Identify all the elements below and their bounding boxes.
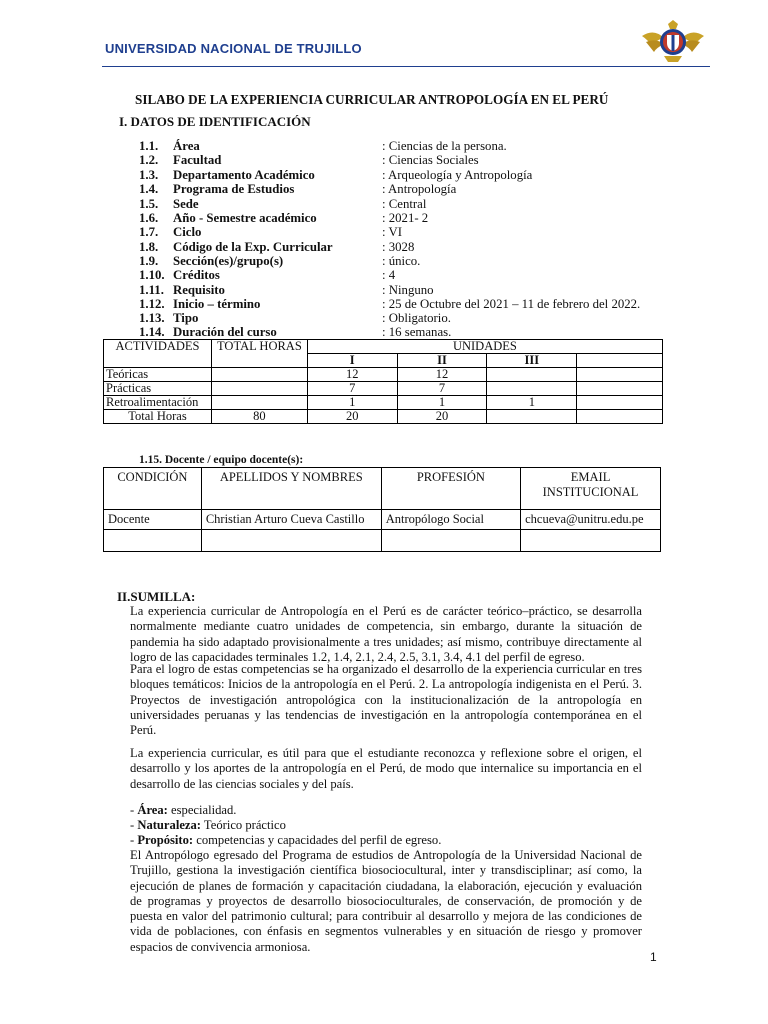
activity-label: Total Horas [104, 410, 212, 424]
page-number: 1 [650, 950, 657, 964]
header-email: EMAIL INSTITUCIONAL [521, 468, 661, 510]
item-value: : Ninguno [382, 283, 434, 297]
total-cell: 80 [211, 410, 307, 424]
id-row [139, 311, 451, 326]
sumilla-paragraph-3: La experiencia curricular, es útil para que el estudiante reconozca y reflexione sobre el origen, el desarrollo y los aportes de la antropología en el Perú, de modo que internalice su importancia en el desarrollo de las ciencias sociales y del país. [130, 746, 642, 791]
table-header-row [104, 468, 661, 510]
email-cell: chcueva@unitru.edu.pe [521, 510, 661, 530]
unit-cell [577, 410, 663, 424]
item-number: 1.3. [139, 168, 159, 182]
id-row [139, 182, 457, 197]
naturaleza-label: Naturaleza: [137, 818, 201, 832]
item-value: : único. [382, 254, 421, 268]
item-label: Créditos [173, 268, 220, 282]
header-unidades: UNIDADES [307, 340, 662, 354]
id-row [139, 139, 507, 154]
item-label: Requisito [173, 283, 225, 297]
section-1-heading: I. DATOS DE IDENTIFICACIÓN [119, 114, 311, 129]
item-number: 1.11. [139, 283, 164, 297]
item-value: : Arqueología y Antropología [382, 168, 533, 182]
item-value: : Obligatorio. [382, 311, 451, 325]
unit-header: II [397, 354, 487, 368]
item-label: Tipo [173, 311, 199, 325]
activity-label: Prácticas [104, 382, 212, 396]
university-logo-icon [640, 18, 706, 66]
unit-cell: 12 [397, 368, 487, 382]
id-row [139, 240, 415, 255]
header-actividades: ACTIVIDADES [104, 340, 212, 368]
unit-cell [577, 368, 663, 382]
id-row [139, 325, 452, 340]
item-value: : 2021- 2 [382, 211, 429, 225]
item-number: 1.5. [139, 197, 159, 211]
sumilla-paragraph-1: La experiencia curricular de Antropología en el Perú es de carácter teórico–práctico, se desarrolla normalmente mediante cuatro unidades de competencia, sin embargo, durante la situación de pandemia ha sido adaptado provisionalmente a tres unidades; así mismo, contribuye directamente al logro de las capacidades terminales 1.2, 1.4, 2.1, 2.4, 2.5, 3.1, 3.4, 4.1 del perfil de egreso. [130, 604, 642, 664]
activity-label: Retroalimentación [104, 396, 212, 410]
table-row-empty [104, 530, 661, 552]
item-value: : Central [382, 197, 427, 211]
area-label: Área: [137, 803, 168, 817]
item-label: Sección(es)/grupo(s) [173, 254, 284, 268]
sumilla-paragraph-2: Para el logro de estas competencias se ha organizado el desarrollo de la experiencia curricular en tres bloques temáticos: Inicios de la antropología en el Perú. 2. La antropología indigenista en el Perú. 3. Proyectos de investigación antropológica con la institucionalización de la antropología en universidades peruanas y las tendencias de investigación en la antropología contemporánea en el Perú. [130, 662, 642, 738]
item-number: 1.13. [139, 311, 165, 325]
empty-cell [104, 530, 202, 552]
section-2-heading: II.SUMILLA: [117, 589, 196, 604]
item-label: Inicio – término [173, 297, 261, 311]
unit-cell: 1 [487, 396, 577, 410]
item-number: 1.8. [139, 240, 159, 254]
table-header-row [104, 340, 663, 354]
item-value: : VI [382, 225, 403, 239]
condicion-cell: Docente [104, 510, 202, 530]
unit-cell: 7 [397, 382, 487, 396]
docente-heading: 1.15. Docente / equipo docente(s): [139, 454, 304, 466]
unit-cell: 7 [307, 382, 397, 396]
id-row [139, 225, 403, 240]
empty-cell [201, 530, 381, 552]
id-row [139, 211, 429, 226]
unit-cell: 20 [307, 410, 397, 424]
document-title: SILABO DE LA EXPERIENCIA CURRICULAR ANTROPOLOGÍA EN EL PERÚ [135, 92, 609, 107]
item-label: Año - Semestre académico [173, 211, 317, 225]
item-value: : 16 semanas. [382, 325, 452, 339]
unit-cell: 20 [397, 410, 487, 424]
item-label: Departamento Académico [173, 168, 315, 182]
item-number: 1.4. [139, 182, 159, 196]
id-row [139, 197, 427, 212]
university-header: UNIVERSIDAD NACIONAL DE TRUJILLO [105, 41, 362, 56]
unit-header: I [307, 354, 397, 368]
hours-table [103, 339, 663, 424]
id-row [139, 254, 421, 269]
proposito-value: competencias y capacidades del perfil de egreso. [193, 833, 442, 847]
empty-cell [381, 530, 520, 552]
unit-cell: 12 [307, 368, 397, 382]
unit-cell [577, 396, 663, 410]
nombre-cell: Christian Arturo Cueva Castillo [201, 510, 381, 530]
unit-cell [487, 410, 577, 424]
item-label: Ciclo [173, 225, 202, 239]
area-line: - Área: especialidad. [130, 803, 237, 817]
activity-label: Teóricas [104, 368, 212, 382]
unit-cell [487, 382, 577, 396]
proposito-label: Propósito: [137, 833, 194, 847]
total-cell [211, 382, 307, 396]
id-row [139, 297, 641, 312]
item-value: : 25 de Octubre del 2021 – 11 de febrero del 2022. [382, 297, 641, 311]
naturaleza-value: Teórico práctico [201, 818, 286, 832]
item-number: 1.9. [139, 254, 159, 268]
item-label: Sede [173, 197, 199, 211]
item-value: : Ciencias Sociales [382, 153, 479, 167]
item-number: 1.7. [139, 225, 159, 239]
item-number: 1.12. [139, 297, 165, 311]
item-number: 1.14. [139, 325, 165, 339]
docente-table [103, 467, 661, 552]
item-value: : Antropología [382, 182, 457, 196]
header-divider [102, 66, 710, 67]
item-value: : Ciencias de la persona. [382, 139, 507, 153]
total-cell [211, 396, 307, 410]
item-number: 1.2. [139, 153, 159, 167]
profesion-cell: Antropólogo Social [381, 510, 520, 530]
unit-header-empty [577, 354, 663, 368]
sumilla-paragraph-4: El Antropólogo egresado del Programa de estudios de Antropología de la Universidad Nacional de Trujillo, gestiona la investigación científica biosociocultural, inter y transdisciplinar; así como, la ejecución de planes de formación y capacitación ciudadana, la elaboración, ejecución y evaluación de programas y proyectos de desarrollo biosocioculturales, de conservación, de promoción y de puesta en valor del patrimonio cultural; para contribuir al desarrollo y mejora de las condiciones de vida de poblaciones, con énfasis en segmentos vulnerables y en situación de riesgo y promover espacios de convivencia armoniosa. [130, 848, 642, 954]
unit-cell [577, 382, 663, 396]
unit-cell: 1 [307, 396, 397, 410]
unit-header: III [487, 354, 577, 368]
table-row [104, 410, 663, 424]
naturaleza-line: - Naturaleza: Teórico práctico [130, 818, 286, 832]
item-label: Área [173, 139, 200, 153]
item-number: 1.6. [139, 211, 159, 225]
table-row [104, 510, 661, 530]
header-profesion: PROFESIÓN [381, 468, 520, 510]
header-condicion: CONDICIÓN [104, 468, 202, 510]
empty-cell [521, 530, 661, 552]
header-apellidos-nombres: APELLIDOS Y NOMBRES [201, 468, 381, 510]
item-number: 1.1. [139, 139, 159, 153]
item-label: Facultad [173, 153, 222, 167]
item-label: Código de la Exp. Curricular [173, 240, 333, 254]
id-row [139, 168, 533, 183]
header-total-horas: TOTAL HORAS [211, 340, 307, 368]
unit-cell: 1 [397, 396, 487, 410]
item-value: : 4 [382, 268, 396, 282]
id-row [139, 153, 479, 168]
total-cell [211, 368, 307, 382]
proposito-line: - Propósito: competencias y capacidades del perfil de egreso. [130, 833, 442, 847]
id-row [139, 283, 434, 298]
item-label: Programa de Estudios [173, 182, 295, 196]
item-number: 1.10. [139, 268, 165, 282]
id-row [139, 268, 396, 283]
item-value: : 3028 [382, 240, 415, 254]
table-row [104, 382, 663, 396]
unit-cell [487, 368, 577, 382]
table-row [104, 368, 663, 382]
item-label: Duración del curso [173, 325, 277, 339]
table-row [104, 396, 663, 410]
area-value: especialidad. [167, 803, 237, 817]
